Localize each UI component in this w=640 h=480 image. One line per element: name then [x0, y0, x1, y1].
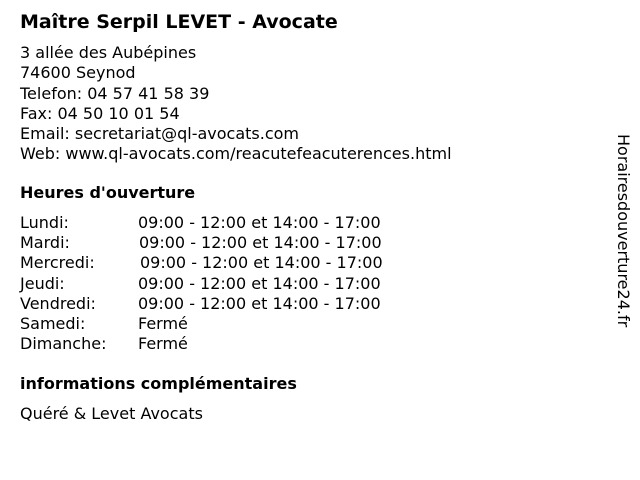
opening-hours-heading: Heures d'ouverture [20, 183, 196, 202]
address-street: 3 allée des Aubépines [20, 43, 197, 62]
address-city: 74600 Seynod [20, 63, 136, 83]
day-label: Samedi: [20, 313, 86, 333]
opening-hours-table [20, 213, 440, 354]
hours-row-wednesday [20, 253, 440, 273]
day-hours: 09:00 - 12:00 et 14:00 - 17:00 [139, 233, 382, 253]
hours-row-monday [20, 213, 440, 233]
address-block [20, 43, 452, 165]
day-hours: Fermé [138, 313, 188, 333]
additional-info-text: Quéré & Levet Avocats [20, 404, 203, 423]
day-hours: 09:00 - 12:00 et 14:00 - 17:00 [140, 253, 383, 273]
day-hours: 09:00 - 12:00 et 14:00 - 17:00 [138, 293, 381, 313]
day-label: Mercredi: [20, 253, 95, 273]
day-label: Dimanche: [20, 334, 107, 354]
hours-row-sunday [20, 334, 440, 354]
day-hours: Fermé [138, 334, 188, 354]
day-label: Vendredi: [20, 293, 96, 313]
additional-info-heading: informations complémentaires [20, 374, 297, 393]
website-url: Web: www.ql-avocats.com/reacutefeacuterences.html [20, 144, 452, 164]
site-watermark: Horairesdouverture24.fr [614, 134, 633, 328]
page-title: Maître Serpil LEVET - Avocate [20, 11, 338, 33]
fax-number: Fax: 04 50 10 01 54 [20, 103, 180, 123]
hours-row-tuesday [20, 233, 440, 253]
hours-row-thursday [20, 274, 440, 294]
day-label: Mardi: [20, 233, 70, 253]
day-hours: 09:00 - 12:00 et 14:00 - 17:00 [138, 213, 381, 232]
hours-row-friday [20, 294, 440, 314]
day-label: Lundi: [20, 213, 69, 232]
email-address: Email: secretariat@ql-avocats.com [20, 124, 299, 144]
hours-row-saturday [20, 314, 440, 334]
day-hours: 09:00 - 12:00 et 14:00 - 17:00 [138, 273, 381, 293]
day-label: Jeudi: [20, 273, 65, 293]
phone-number: Telefon: 04 57 41 58 39 [20, 83, 210, 103]
